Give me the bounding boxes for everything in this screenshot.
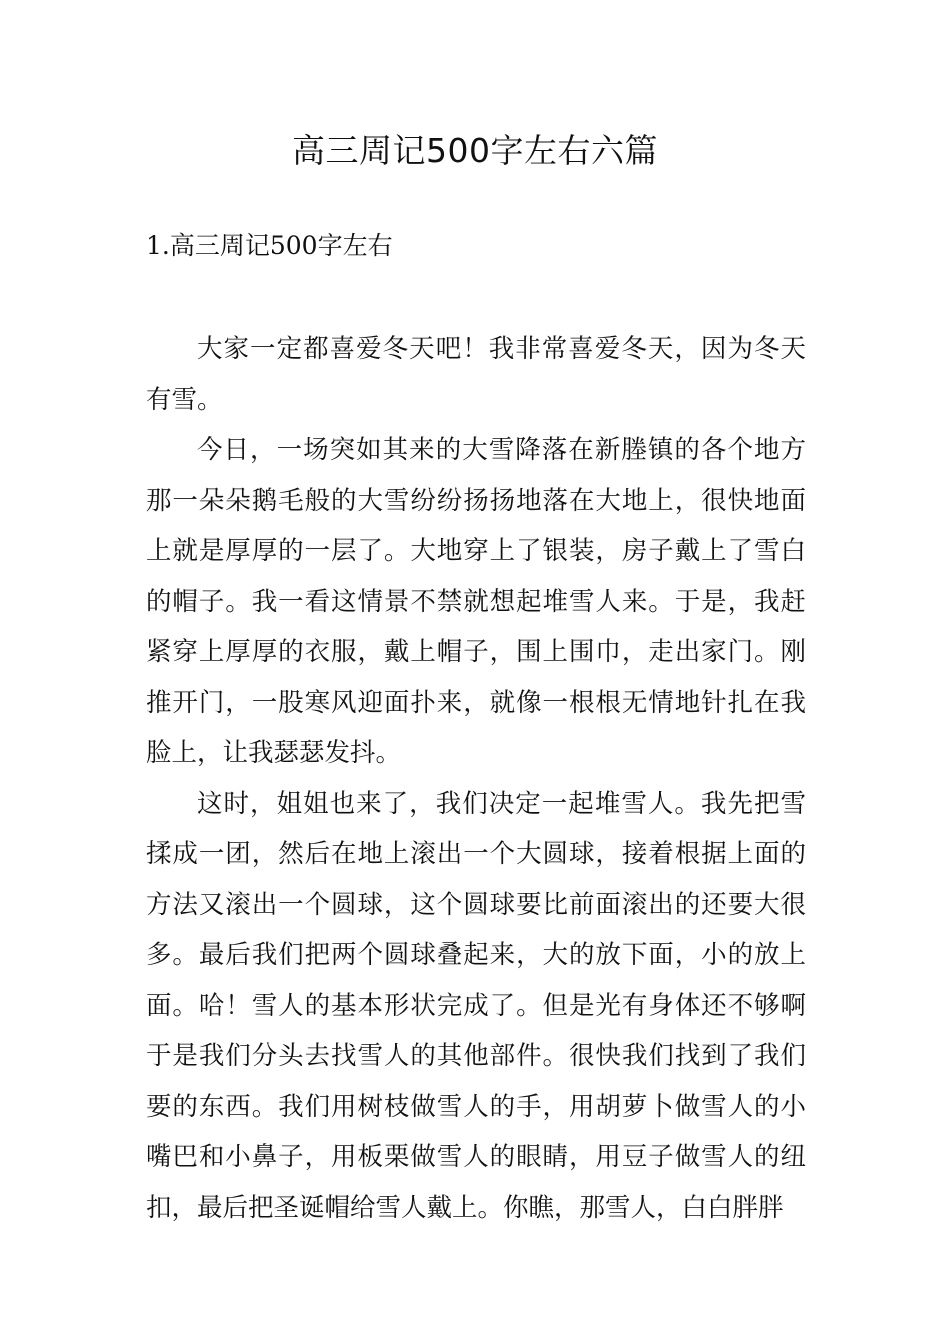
section-heading: 1.高三周记500字左右 bbox=[146, 231, 393, 260]
document-title: 高三周记500字左右六篇 bbox=[292, 131, 658, 170]
paragraph-2: 今日，一场突如其来的大雪降落在新塍镇的各个地方那一朵朵鹅毛般的大雪纷纷扬扬地落在大地上，很快地面上就是厚厚的一层了。大地穿上了银装，房子戴上了雪白的帽子。我一看这情景不禁就想起堆雪人来。于是，我赶紧穿上厚厚的衣服，戴上帽子，围上围巾，走出家门。刚推开门，一股寒风迎面扑来，就像一根根无情地针扎在我脸上，让我瑟瑟发抖。 bbox=[146, 435, 806, 768]
paragraph-3: 这时，姐姐也来了，我们决定一起堆雪人。我先把雪揉成一团，然后在地上滚出一个大圆球，接着根据上面的方法又滚出一个圆球，这个圆球要比前面滚出的还要大很多。最后我们把两个圆球叠起来，大的放下面，小的放上面。哈！雪人的基本形状完成了。但是光有身体还不够啊于是我们分头去找雪人的其他部件。很快我们找到了我们要的东西。我们用树枝做雪人的手，用胡萝卜做雪人的小嘴巴和小鼻子，用板栗做雪人的眼睛，用豆子做雪人的纽扣，最后把圣诞帽给雪人戴上。你瞧，那雪人，白白胖胖 bbox=[146, 788, 806, 1223]
body-text bbox=[146, 324, 806, 1233]
paragraph-1: 大家一定都喜爱冬天吧！我非常喜爱冬天，因为冬天有雪。 bbox=[146, 334, 806, 415]
